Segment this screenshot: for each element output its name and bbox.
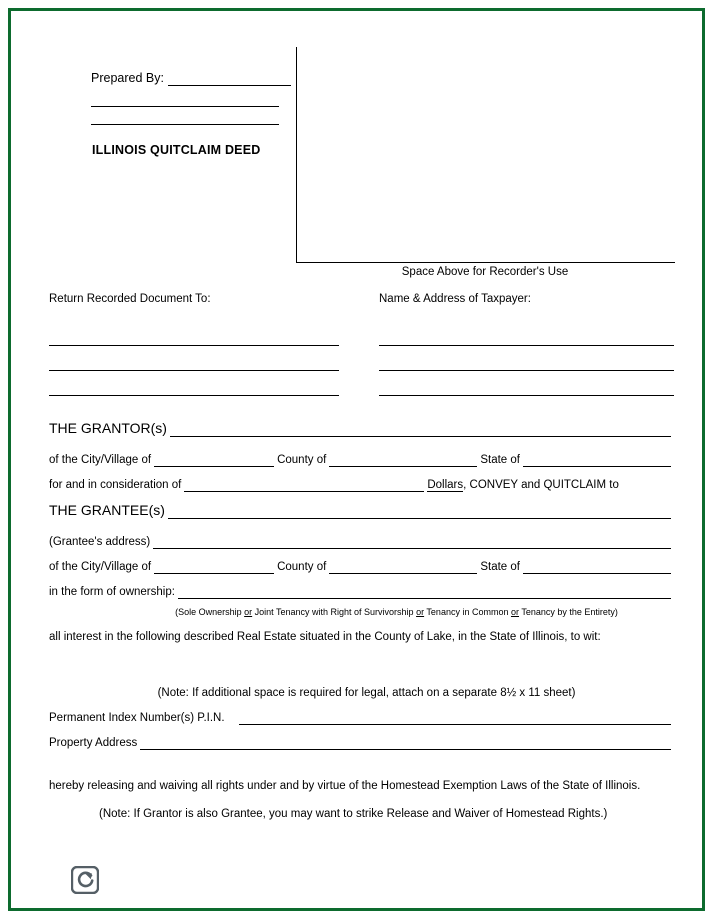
recorder-use-box	[296, 47, 675, 263]
grantee-location-row	[49, 558, 674, 574]
return-recorded-document-label: Return Recorded Document To:	[49, 293, 211, 305]
ownership-options-note	[49, 607, 674, 617]
recorder-use-caption: Space Above for Recorder's Use	[401, 266, 569, 278]
page-title: ILLINOIS QUITCLAIM DEED	[92, 143, 261, 157]
prepared-by-input-line[interactable]	[168, 71, 291, 86]
consideration-input-line[interactable]	[184, 476, 424, 492]
taxpayer-address-line-2[interactable]	[379, 346, 674, 371]
grantee-city-village-label: of the City/Village of	[49, 561, 152, 573]
convey-quitclaim-label: , CONVEY and QUITCLAIM to	[463, 479, 619, 491]
property-address-label: Property Address	[49, 737, 138, 749]
grantee-input-line[interactable]	[168, 501, 671, 519]
grantee-city-input-line[interactable]	[154, 558, 274, 574]
grantee-county-label: County of	[277, 561, 327, 573]
document-page-border	[8, 8, 705, 911]
grantee-row	[49, 501, 674, 519]
consideration-label: for and in consideration of	[49, 479, 182, 491]
taxpayer-address-line-1[interactable]	[379, 321, 674, 346]
grantor-state-input-line[interactable]	[523, 451, 671, 467]
grantor-county-label: County of	[277, 454, 327, 466]
ownership-note-or-1: or	[244, 607, 253, 617]
return-address-line-3[interactable]	[49, 371, 339, 396]
site-logo-icon	[71, 866, 99, 894]
strike-homestead-note: (Note: If Grantor is also Grantee, you may want to strike Release and Waiver of Homestead Rights.)	[99, 808, 608, 820]
property-address-row	[49, 734, 674, 750]
consideration-row	[49, 476, 674, 492]
ownership-note-suffix: Tenancy by the Entirety)	[519, 607, 618, 617]
grantee-state-input-line[interactable]	[523, 558, 671, 574]
grantor-row	[49, 419, 674, 437]
ownership-note-or-3: or	[510, 607, 519, 617]
prepared-by-row	[91, 71, 291, 86]
grantee-address-label: (Grantee's address)	[49, 536, 151, 548]
document-header	[11, 11, 702, 278]
prepared-by-line-2[interactable]	[91, 89, 279, 107]
grantor-input-line[interactable]	[170, 419, 671, 437]
ownership-row	[49, 583, 674, 599]
grantor-label: THE GRANTOR(s)	[49, 420, 167, 436]
taxpayer-block	[379, 293, 674, 396]
ownership-note-mid-2: Tenancy in Common	[424, 607, 511, 617]
taxpayer-label: Name & Address of Taxpayer:	[379, 293, 531, 305]
grantee-address-input-line[interactable]	[153, 533, 671, 549]
grantor-location-row	[49, 451, 674, 467]
property-address-input-line[interactable]	[140, 734, 671, 750]
grantee-label: THE GRANTEE(s)	[49, 502, 165, 518]
interest-paragraph: all interest in the following described Real Estate situated in the County of Lake, in the State of Illinois, to wit:	[49, 631, 601, 643]
additional-space-note: (Note: If additional space is required for legal, attach on a separate 8½ x 11 sheet)	[157, 687, 576, 699]
taxpayer-address-line-3[interactable]	[379, 371, 674, 396]
return-and-taxpayer-section	[11, 293, 702, 403]
pin-row	[49, 709, 674, 725]
grantor-city-village-label: of the City/Village of	[49, 454, 152, 466]
return-recorded-document-block	[49, 293, 339, 396]
pin-input-line[interactable]	[239, 709, 671, 725]
grantee-county-input-line[interactable]	[329, 558, 477, 574]
ownership-input-line[interactable]	[178, 583, 671, 599]
prepared-by-line-3[interactable]	[91, 107, 279, 125]
prepared-by-block	[91, 71, 291, 125]
grantee-state-label: State of	[480, 561, 520, 573]
grantor-county-input-line[interactable]	[329, 451, 477, 467]
ownership-note-prefix: (Sole Ownership	[175, 607, 245, 617]
grantor-state-label: State of	[480, 454, 520, 466]
prepared-by-label: Prepared By:	[91, 71, 164, 85]
ownership-label: in the form of ownership:	[49, 586, 175, 598]
homestead-paragraph: hereby releasing and waiving all rights under and by virtue of the Homestead Exemption Laws of the State of Illinois.	[49, 780, 641, 792]
grantee-address-row	[49, 533, 674, 549]
ownership-note-or-2: or	[416, 607, 425, 617]
return-address-line-2[interactable]	[49, 346, 339, 371]
pin-label: Permanent Index Number(s) P.I.N.	[49, 712, 225, 724]
dollars-label: Dollars	[427, 479, 464, 491]
grantor-city-input-line[interactable]	[154, 451, 274, 467]
ownership-note-mid-1: Joint Tenancy with Right of Survivorship	[252, 607, 417, 617]
deed-body	[49, 419, 674, 820]
return-address-line-1[interactable]	[49, 321, 339, 346]
deed-sheet	[11, 11, 702, 908]
